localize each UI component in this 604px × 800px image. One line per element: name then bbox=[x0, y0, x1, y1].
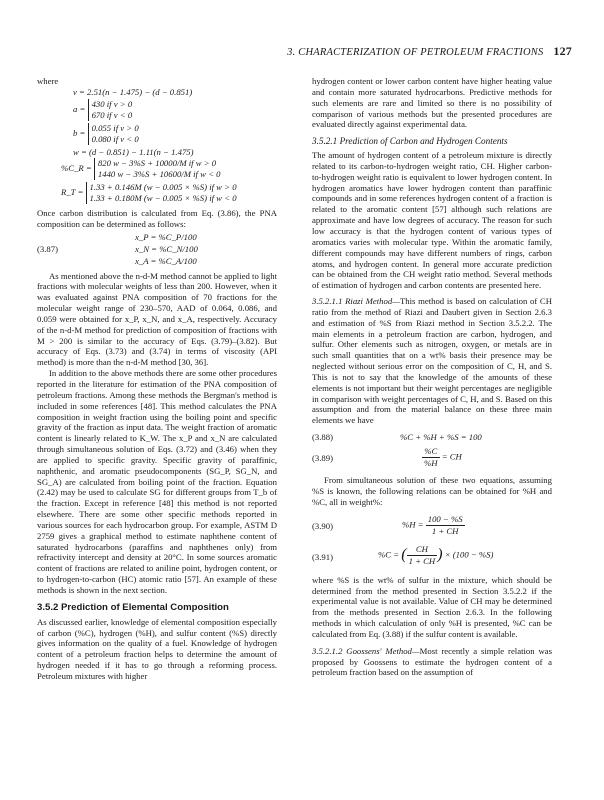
equation-3-87-xn: x_N = %C_N/100 bbox=[135, 243, 198, 254]
paragraph-riazi bbox=[312, 296, 552, 426]
equation-cr-lhs: %C_R = bbox=[61, 162, 92, 173]
equation-3-89-fraction bbox=[422, 446, 440, 469]
equation-3-91-numerator: CH bbox=[407, 544, 438, 556]
subheading-goossens: 3.5.2.1.2 Goossens' Method— bbox=[312, 645, 420, 656]
equation-a bbox=[37, 99, 277, 123]
equation-3-87-xa: x_A = %C_A/100 bbox=[135, 255, 197, 266]
paragraph-goossens bbox=[312, 646, 552, 679]
equation-3-87 bbox=[37, 232, 277, 268]
equation-3-90-numerator: 100 − %S bbox=[427, 513, 463, 524]
equation-3-89-rhs: = CH bbox=[441, 451, 462, 462]
paragraph-addition: In addition to the above methods there are some other procedures reported in the literature for estimation of the PNA composition of petroleum fractions. Among these methods the Bergman's method is included in some references [48]. This method calculates the PNA composition in weight fraction using the boiling point and specific gravity of the fraction as input data. The weight fraction of aromatic content is linearly related to K_W. The x_P and x_N are calculated through simultaneous solution of Eqs. (3.72) and (3.46) when they are applied to specific gravity. Specific gravity of paraffinic, naphthenic, and aromatic pseudocomponents (SG_P, SG_N, and SG_A) are calculated from boiling point of the fraction. Equation (2.42) may be used to calculate SG for different groups from T_b of the fraction. Except in reference [48] this method is not reported elsewhere. There are some other specific methods reported in various sources for each hydrocarbon group. For example, ASTM D 2759 gives a graphical method to estimate naphthene content of saturated hydrocarbons (paraffins and naphthenes only) from refractivity intercept and density at 20°C. In some sources aromatic content of fractions are related to aniline point, hydrogen content, or to hydrogen-to-carbon (HC) atomic ratio [57]. An example of these methods is shown in the next section. bbox=[37, 368, 277, 595]
equation-3-91: (3.91) %C = ( $\frac{CH}{1 + CH}$ ) × (100 − %S) bbox=[312, 543, 494, 566]
equation-b-case-1: 0.055 if v > 0 bbox=[91, 122, 139, 133]
equation-ri-cases bbox=[86, 182, 237, 204]
equation-3-88-number: (3.88) bbox=[312, 432, 333, 443]
equation-3-89-numerator: %C bbox=[422, 446, 440, 458]
equation-cr-cases bbox=[94, 158, 221, 180]
equation-a-case-2: 670 if v < 0 bbox=[91, 109, 133, 120]
equation-ri-case-2: 1.33 + 0.180M (w − 0.005 × %S) if w < 0 bbox=[89, 192, 237, 203]
equation-3-89-denominator: %H bbox=[424, 458, 438, 468]
paragraph-continued: hydrogen content or lower carbon content have higher heating value and contain more saturated hydrocarbons. Predictive methods for such elements are rare and limited so there is no possibility of comparison of various methods but the presented procedures are evaluated directly against experimental data. bbox=[312, 76, 552, 130]
paragraph-mentioned: As mentioned above the n-d-M method cannot be applied to light fractions with molecular weights of less than 200. However, when it was evaluated against PNA composition of 70 fractions for the molecular weight range of 230–570, AAD of 0.064, 0.086, and 0.059 were obtained for x_P, x_N, and x_A, respectively. Accuracy of the n-d-M method for prediction of composition of fractions with M > 200 is similar to the accuracy of Eqs. (3.79)–(3.82). But accuracy of Eqs. (3.73) and (3.74) in terms of viscosity (API method) is more than the n-d-M method [30, 36]. bbox=[37, 270, 277, 368]
equation-b-case-2: 0.080 if v < 0 bbox=[91, 133, 139, 144]
equation-b-lhs: b = bbox=[73, 127, 86, 138]
subheading-riazi: 3.5.2.1.1 Riazi Method— bbox=[312, 296, 400, 307]
paragraph-amount: The amount of hydrogen content of a petroleum mixture is directly related to its carbon-to-hydrogen weight ratio, CH. Higher carbon-to-hydrogen weight ratio is equivalent to lower hydrogen content. In hydrogen aromatics have lower hydrogen content than paraffinic compounds and in some references hydrogen content of a fraction is related to the aromatic content [57] although such relations are approximate and have low degrees of accuracy. The reason for such low accuracy is that the hydrogen content of various types of aromatics varies with molecular type. Within the aromatic family, different compounds may have different numbers of rings, carbon atoms, and hydrogen content. In general more accurate prediction can be obtained from the CH weight ratio method. Several methods of estimation of hydrogen and carbon contents are presented here. bbox=[312, 150, 552, 291]
equation-3-91-denominator: 1 + CH bbox=[408, 555, 436, 566]
equation-3-87-number: (3.87) bbox=[37, 243, 58, 254]
section-heading-3-5-2: 3.5.2 Prediction of Elemental Composition bbox=[37, 601, 229, 613]
page-number: 127 bbox=[553, 44, 572, 58]
equation-3-88-body: %C + %H + %S = 100 bbox=[400, 432, 482, 443]
equation-3-89-number: (3.89) bbox=[312, 453, 333, 464]
equation-ri bbox=[37, 182, 277, 208]
equation-3-90-number: (3.90) bbox=[312, 520, 333, 531]
equation-3-91-fraction bbox=[407, 544, 438, 567]
paragraph-where-s: where %S is the wt% of sulfur in the mixture, which should be determined from the method presented in Section 3.5.2.2 if the experimental value is not available. Value of CH may be determined from the methods presented in Section 2.6.3. In the following methods in which calculation of only %H is presented, %C can be calculated from Eq. (3.88) if the sulfur content is available. bbox=[312, 574, 552, 639]
equation-ri-lhs: R_T = bbox=[61, 186, 84, 197]
equation-3-91-lhs: %C = bbox=[378, 549, 400, 560]
equation-cr-case-1: 820 w − 3%S + 10000/M if w > 0 bbox=[97, 157, 217, 168]
paragraph-riazi-text: This method is based on calculation of CH ratio from the method of Riazi and Daubert given in Section 2.6.3 and estimation of %S from Riazi method in Section 3.5.2.2. The main elements in a petroleum fraction are carbon, hydrogen, and sulfur. Other elements such as nitrogen, oxygen, or metals are in such small quantities that on a wt% basis their presence may be neglected without serious error on the composition of C, H, and S. This is not to say that the knowledge of the amounts of these elements is not important but their weight percentages are negligible in comparison with weight percentages of C, H, and S. Based on this assumption and from the material balance on these three main elements we have bbox=[312, 296, 553, 426]
paragraph-discussed: As discussed earlier, knowledge of elemental composition especially of carbon (%C), hydrogen (%H), and sulfur content (%S) directly gives information on the quality of a fuel. Knowledge of hydrogen content of a petroleum fraction helps to determine the amount of hydrogen needed if it has to go through a reforming process. Petroleum mixtures with higher bbox=[37, 616, 277, 681]
right-column bbox=[312, 76, 552, 678]
running-title: 3. CHARACTERIZATION OF PETROLEUM FRACTIONS bbox=[287, 47, 544, 58]
equation-a-case-1: 430 if v > 0 bbox=[91, 98, 133, 109]
equation-3-90-fraction bbox=[426, 514, 465, 537]
paragraph-goossens-text: Most recently a simple relation was proposed by Goossens to estimate the hydrogen content of a petroleum fraction based on the assumption of bbox=[312, 645, 552, 678]
equation-w: w = (d − 0.851) − 1.11(n − 1.475) bbox=[73, 146, 194, 157]
equation-3-87-xp: x_P = %C_P/100 bbox=[135, 231, 197, 242]
equation-3-89 bbox=[312, 446, 552, 472]
equation-3-88 bbox=[312, 432, 552, 446]
equation-ri-case-1: 1.33 + 0.146M (w − 0.005 × %S) if w > 0 bbox=[89, 181, 237, 192]
equation-a-lhs: a = bbox=[73, 103, 86, 114]
equation-b-cases bbox=[88, 123, 139, 145]
equation-3-90-denominator: 1 + CH bbox=[431, 525, 459, 536]
left-column bbox=[37, 76, 277, 682]
section-heading-3-5-2-1: 3.5.2.1 Prediction of Carbon and Hydrogen Contents bbox=[312, 136, 508, 147]
equation-a-cases bbox=[88, 99, 133, 121]
equation-3-91-number: (3.91) bbox=[312, 551, 333, 562]
equation-3-91-rhs: × (100 − %S) bbox=[444, 549, 494, 560]
equation-cr bbox=[37, 158, 277, 182]
equation-3-90-lhs: %H = bbox=[402, 519, 424, 530]
where-label: where bbox=[37, 76, 59, 86]
equation-3-90 bbox=[312, 514, 552, 540]
paragraph-once: Once carbon distribution is calculated from Eq. (3.86), the PNA composition can be determined as follows: bbox=[37, 207, 277, 229]
equation-v: v = 2.51(n − 1.475) − (d − 0.851) bbox=[73, 86, 193, 97]
equation-cr-case-2: 1440 w − 3%S + 10600/M if w < 0 bbox=[97, 168, 221, 179]
running-header bbox=[0, 44, 572, 59]
paragraph-simultaneous: From simultaneous solution of these two equations, assuming %S is known, the following relations can be obtained for %H and %C, all in weight%: bbox=[312, 475, 552, 507]
equation-b bbox=[37, 123, 277, 147]
